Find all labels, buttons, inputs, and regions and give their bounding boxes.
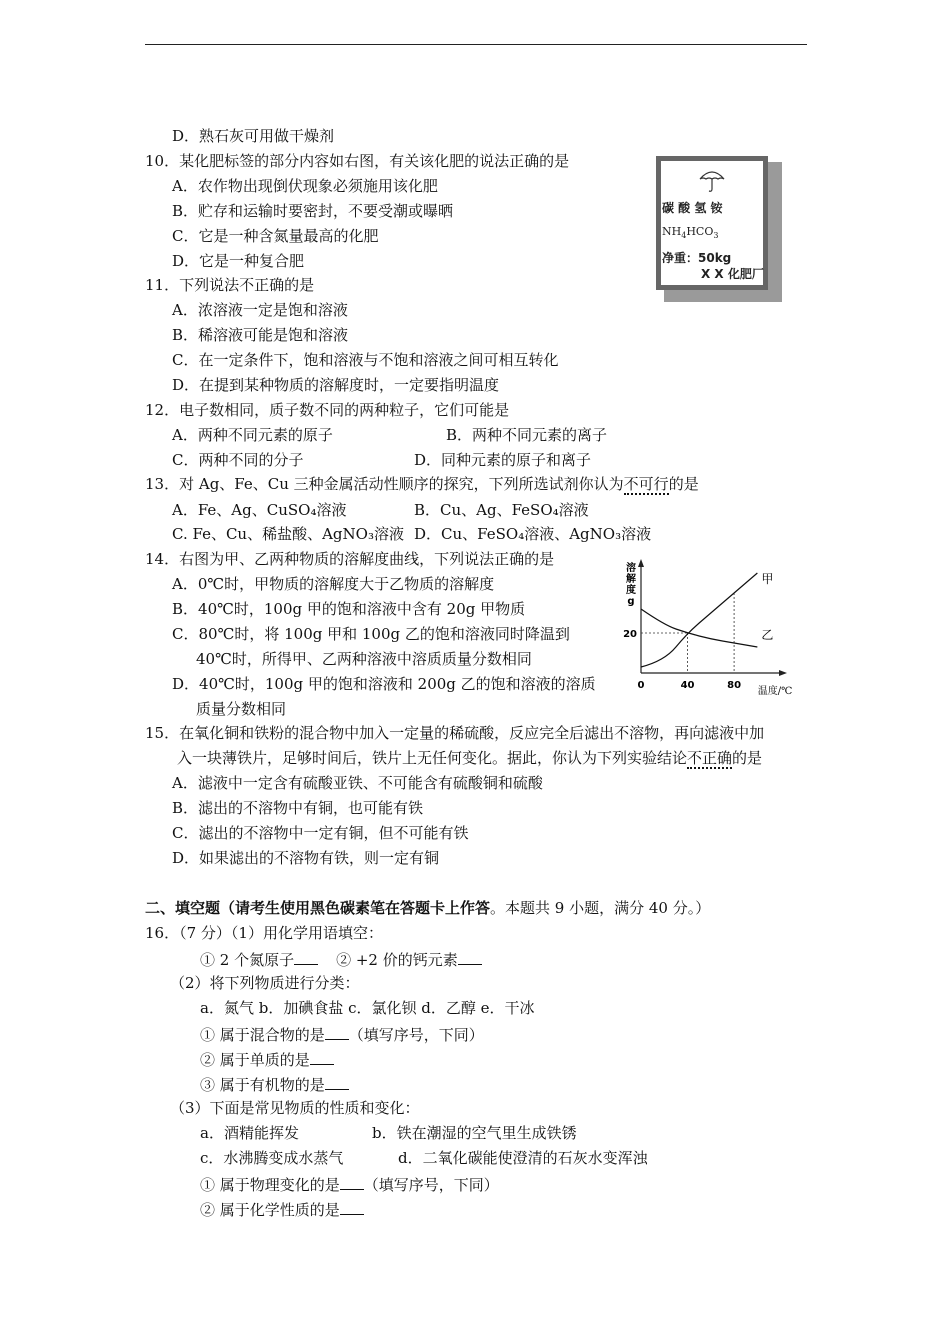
q15-stem-emphasis: 不正确 [687,749,733,767]
x-tick-label: 80 [727,680,742,691]
answer-blank[interactable] [340,1173,364,1190]
q11-option-c: C．在一定条件下，饱和溶液与不饱和溶液之间可相互转化 [172,351,559,369]
q10-option-b: B．贮存和运输时要密封，不要受潮或曝晒 [172,202,454,220]
q16-part2-1: ① 属于混合物的是 （填写序号，下同） [200,1023,484,1045]
q16-part3-b: b．铁在潮湿的空气里生成铁锈 [372,1124,577,1142]
q12-option-d: D．同种元素的原子和离子 [414,451,592,469]
x-axis-arrow [779,670,787,676]
y-axis-label-char: g [627,596,635,607]
header-rule [145,44,807,45]
series-line-1 [641,609,757,647]
label-manufacturer: X X 化肥厂 [701,267,764,281]
q12-stem: 12．电子数相同，质子数不同的两种粒子，它们可能是 [145,401,510,419]
q14-option-d-line2: 质量分数相同 [196,700,287,718]
answer-blank[interactable] [325,1073,349,1090]
q13-option-c: C. Fe、Cu、稀盐酸、AgNO₃溶液 [172,525,404,543]
q16-part3-d: d．二氧化碳能使澄清的石灰水变浑浊 [398,1149,648,1167]
chart-labels [623,561,792,697]
q10-option-c: C．它是一种含氮量最高的化肥 [172,227,379,245]
answer-blank[interactable] [325,1023,349,1040]
q16-part1: ① 2 个氮原子 ② +2 价的钙元素 [200,948,482,970]
series-label: 乙 [761,628,774,642]
q13-stem: 13．对 Ag、Fe、Cu 三种金属活动性顺序的探究，下列所选试剂你认为不可行的是 [145,475,699,493]
q11-stem-emphasis: 不正确 [239,276,285,294]
x-tick-label: 40 [680,680,695,691]
q15-option-b: B．滤出的不溶物中有铜，也可能有铁 [172,799,424,817]
q13-stem-emphasis: 不可行 [623,475,669,493]
q16-part3-a: a．酒精能挥发 [200,1124,299,1142]
series-label: 甲 [761,572,774,586]
q13-option-b: B．Cu、Ag、FeSO₄溶液 [414,501,589,519]
q11-option-b: B．稀溶液可能是饱和溶液 [172,326,349,344]
q14-option-c-line2: 40℃时，所得甲、乙两种溶液中溶质质量分数相同 [196,650,532,668]
solubility-chart [615,555,795,700]
q11-option-a: A．浓溶液一定是饱和溶液 [172,301,348,319]
q14-option-b: B．40℃时，100g 甲的饱和溶液中含有 20g 甲物质 [172,600,526,618]
q13-option-a: A．Fe、Ag、CuSO₄溶液 [172,501,347,519]
q10-option-d: D．它是一种复合肥 [172,252,305,270]
label-product-name: 碳 酸 氢 铵 [662,201,723,215]
umbrella-icon [697,167,727,193]
q15-option-a: A．滤液中一定含有硫酸亚铁、不可能含有硫酸铜和硫酸 [172,774,543,792]
q9-option-d: D．熟石灰可用做干燥剂 [172,127,335,145]
q16-stem: 16．（7 分）（1）用化学用语填空： [145,924,383,942]
q14-stem: 14．右图为甲、乙两种物质的溶解度曲线，下列说法正确的是 [145,550,555,568]
y-axis-arrow [638,559,644,567]
q16-part2-2: ② 属于单质的是 [200,1048,334,1070]
q15-option-d: D．如果滤出的不溶物有铁，则一定有铜 [172,849,440,867]
q12-option-c: C．两种不同的分子 [172,451,304,469]
q12-option-b: B．两种不同元素的离子 [446,426,608,444]
q15-stem-line2: 入一块薄铁片，足够时间后，铁片上无任何变化。据此，你认为下列实验结论不正确的是 [177,749,763,767]
x-axis-label: 温度/℃ [757,686,793,697]
q10-stem: 10．某化肥标签的部分内容如右图，有关该化肥的说法正确的是 [145,152,570,170]
q16-part2-items: a．氮气 b．加碘食盐 c．氯化钡 d．乙醇 e．干冰 [200,999,535,1017]
q11-stem: 11．下列说法不正确的是 [145,276,315,294]
y-tick-label: 20 [623,629,637,640]
answer-blank[interactable] [310,1048,334,1065]
section2-heading [145,898,710,918]
q13-option-d: D．Cu、FeSO₄溶液、AgNO₃溶液 [414,525,652,543]
answer-blank[interactable] [340,1198,364,1215]
q14-option-d-line1: D．40℃时，100g 甲的饱和溶液和 200g 乙的饱和溶液的溶质 [172,675,596,693]
q14-option-c-line1: C．80℃时，将 100g 甲和 100g 乙的饱和溶液同时降温到 [172,625,570,643]
q16-part3-1: ① 属于物理变化的是 （填写序号，下同） [200,1173,499,1195]
q15-stem-line1: 15．在氧化铜和铁粉的混合物中加入一定量的稀硫酸，反应完全后滤出不溶物，再向滤液中加 [145,724,765,742]
q16-part3-2: ② 属于化学性质的是 [200,1198,364,1220]
answer-blank[interactable] [294,948,318,965]
q16-part3: （3）下面是常见物质的性质和变化： [170,1099,420,1117]
q16-part2: （2）将下列物质进行分类： [170,974,360,992]
x-tick-label: 0 [637,680,645,691]
q16-part3-c: c．水沸腾变成水蒸气 [200,1149,344,1167]
q10-option-a: A．农作物出现倒伏现象必须施用该化肥 [172,177,438,195]
y-axis-label-char: 溶 [626,563,636,574]
section2-title: 二、填空题 [145,899,221,917]
section2-note: （请考生使用黑色碳素笔在答题卡上作答 [220,899,491,917]
y-axis-label-char: 度 [626,585,636,596]
fertilizer-label [656,156,768,290]
chart-series [641,573,757,667]
label-formula: $NH_4HCO_3$ [662,225,719,241]
answer-blank[interactable] [458,948,482,965]
label-net-weight: 净重：50kg [662,251,732,265]
q11-option-d: D．在提到某种物质的溶解度时，一定要指明温度 [172,376,500,394]
q16-part2-3: ③ 属于有机物的是 [200,1073,349,1095]
q14-option-a: A．0℃时，甲物质的溶解度大于乙物质的溶解度 [172,575,495,593]
y-axis-label-char: 解 [626,574,636,585]
q15-option-c: C．滤出的不溶物中一定有铜，但不可能有铁 [172,824,469,842]
q12-option-a: A．两种不同元素的原子 [172,426,333,444]
section2-tail: 。本题共 9 小题，满分 40 分。） [490,899,711,917]
